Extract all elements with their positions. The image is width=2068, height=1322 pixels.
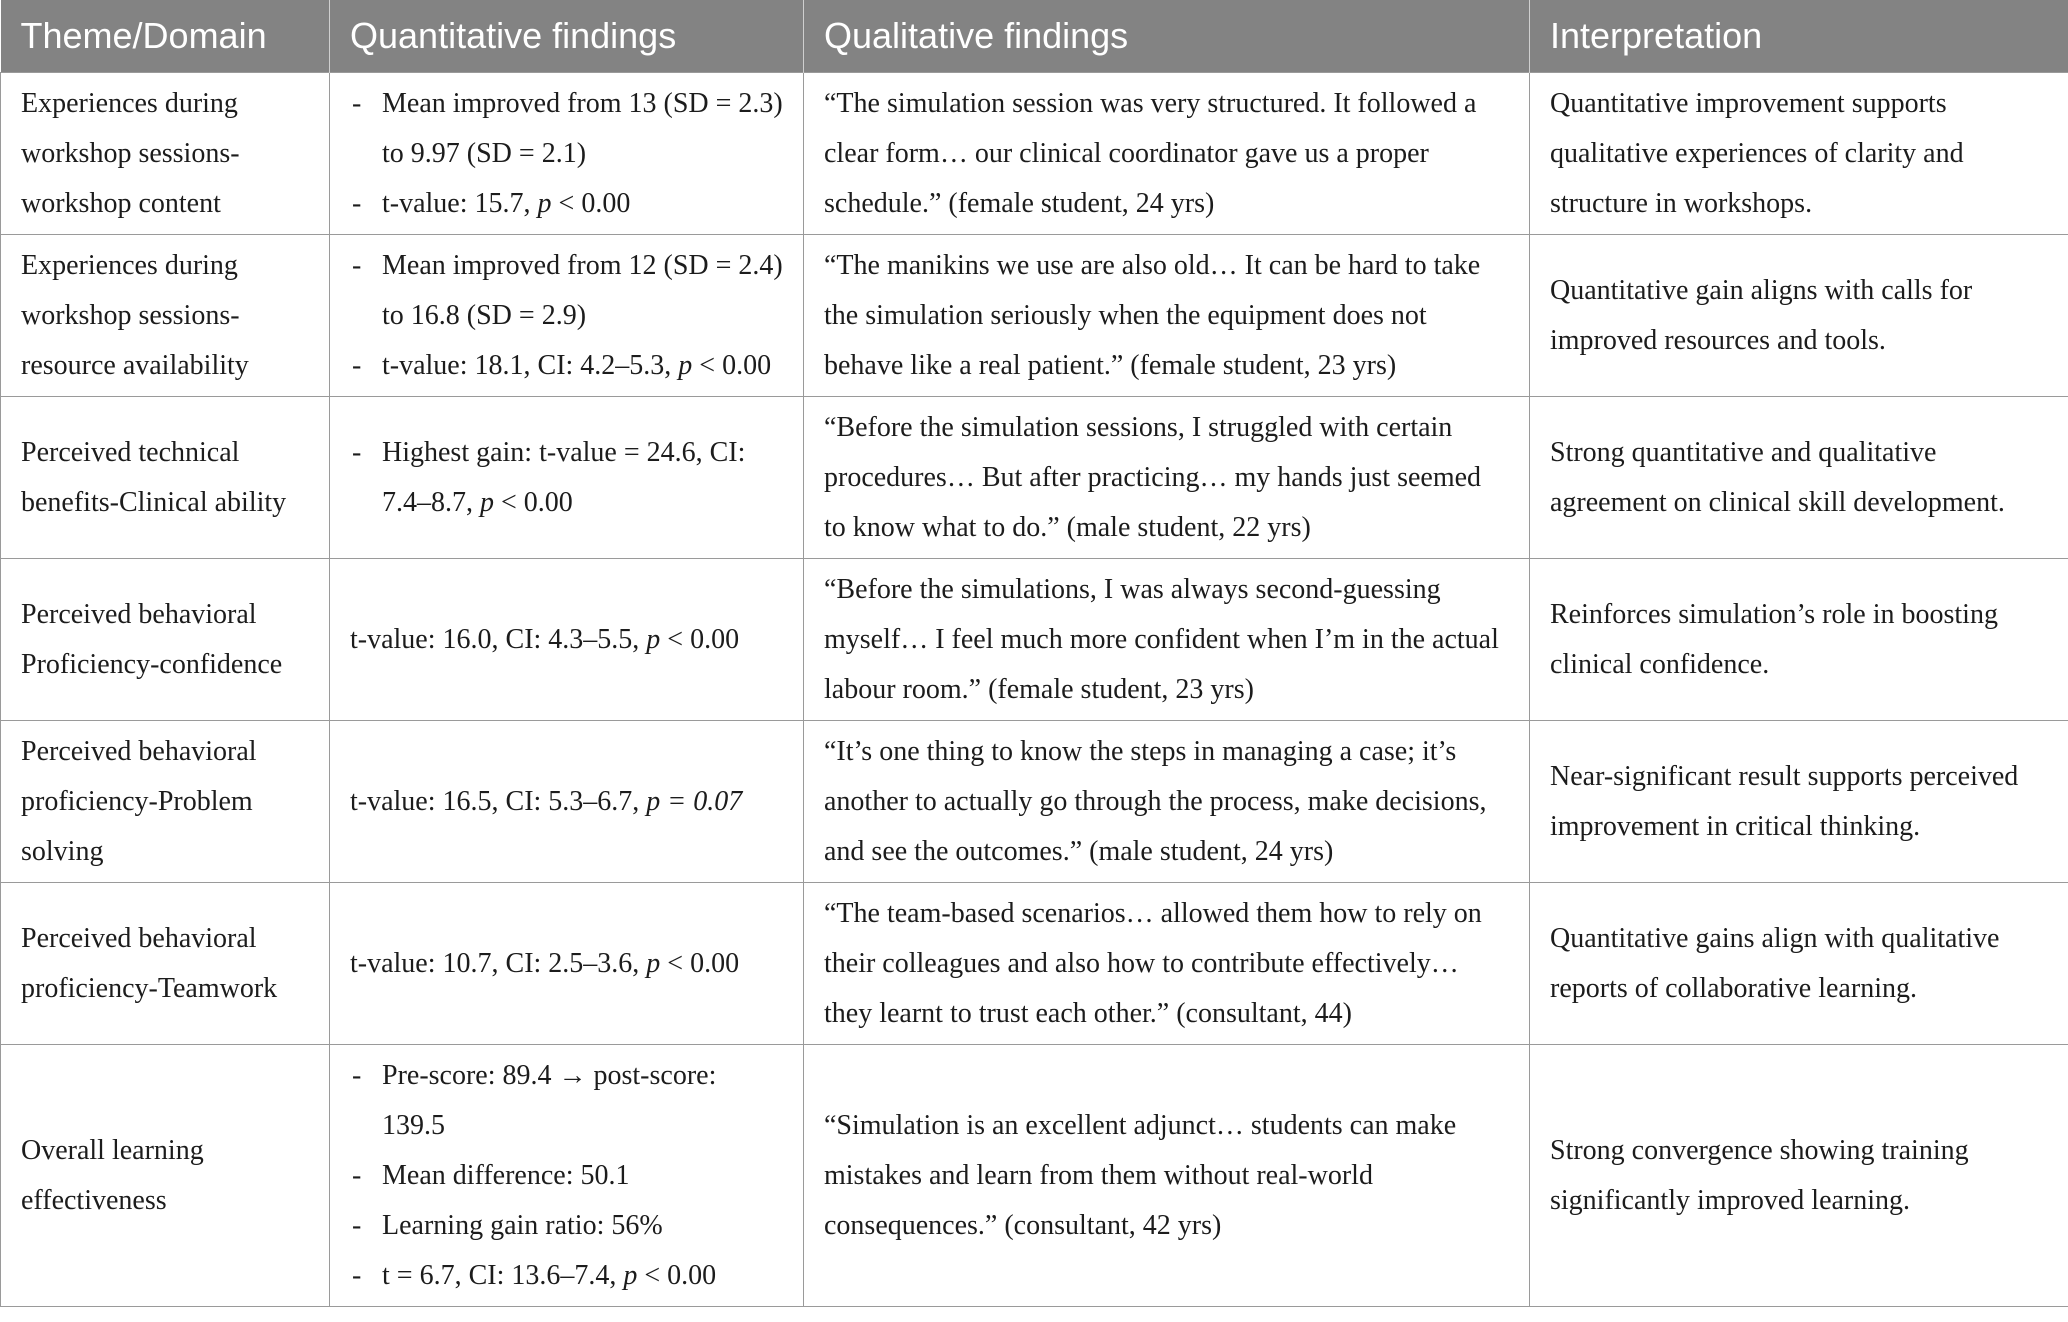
table-row [1,235,2068,397]
interpretation-cell: Quantitative improvement supports qualitative experiences of clarity and structure in workshops. [1530,73,2068,235]
quantitative-cell [330,1045,804,1307]
interpretation-cell: Quantitative gain aligns with calls for improved resources and tools. [1530,235,2068,397]
quantitative-cell [330,235,804,397]
quant-item: - t-value: 18.1, CI: 4.2–5.3, p < 0.00 [350,341,783,391]
interpretation-cell: Quantitative gains align with qualitative reports of collaborative learning. [1530,883,2068,1045]
qualitative-cell: “Before the simulations, I was always second-guessing myself… I feel much more confident when I’m in the actual labour room.” (female student, 23 yrs) [804,559,1530,721]
theme-cell: Perceived behavioral Proficiency-confidence [1,559,330,721]
qualitative-cell: “It’s one thing to know the steps in managing a case; it’s another to actually go through the process, make decisions, and see the outcomes.” (male student, 24 yrs) [804,721,1530,883]
quant-item: - Pre-score: 89.4 → post-score: 139.5 [350,1051,783,1151]
header-interpretation: Interpretation [1530,0,2068,73]
quant-item: - Mean difference: 50.1 [350,1151,783,1201]
qualitative-cell: “The manikins we use are also old… It can be hard to take the simulation seriously when the equipment does not behave like a real patient.” (female student, 23 yrs) [804,235,1530,397]
theme-cell: Experiences during workshop sessions-workshop content [1,73,330,235]
interpretation-cell: Near-significant result supports perceived improvement in critical thinking. [1530,721,2068,883]
quant-item: - Mean improved from 12 (SD = 2.4) to 16.8 (SD = 2.9) [350,241,783,341]
quant-item: - t = 6.7, CI: 13.6–7.4, p < 0.00 [350,1251,783,1301]
table-row [1,73,2068,235]
qualitative-cell: “Simulation is an excellent adjunct… students can make mistakes and learn from them without real-world consequences.” (consultant, 42 yrs) [804,1045,1530,1307]
quant-item: - Mean improved from 13 (SD = 2.3) to 9.97 (SD = 2.1) [350,79,783,179]
quantitative-cell: t-value: 16.0, CI: 4.3–5.5, p < 0.00 [330,559,804,721]
table-row [1,559,2068,721]
theme-cell: Overall learning effectiveness [1,1045,330,1307]
quant-item: - Learning gain ratio: 56% [350,1201,783,1251]
quantitative-cell [330,397,804,559]
table-row [1,721,2068,883]
header-theme: Theme/Domain [1,0,330,73]
quantitative-cell [330,73,804,235]
table-row [1,883,2068,1045]
qualitative-cell: “The team-based scenarios… allowed them how to rely on their colleagues and also how to contribute effectively… they learnt to trust each other.” (consultant, 44) [804,883,1530,1045]
interpretation-cell: Strong convergence showing training significantly improved learning. [1530,1045,2068,1307]
qualitative-cell: “Before the simulation sessions, I struggled with certain procedures… But after practicing… my hands just seemed to know what to do.” (male student, 22 yrs) [804,397,1530,559]
quant-item: - Highest gain: t-value = 24.6, CI: 7.4–8.7, p < 0.00 [350,428,783,528]
theme-cell: Perceived technical benefits-Clinical ability [1,397,330,559]
qualitative-cell: “The simulation session was very structured. It followed a clear form… our clinical coordinator gave us a proper schedule.” (female student, 24 yrs) [804,73,1530,235]
header-quantitative: Quantitative findings [330,0,804,73]
table-row [1,397,2068,559]
header-qualitative: Qualitative findings [804,0,1530,73]
theme-cell: Perceived behavioral proficiency-Teamwork [1,883,330,1045]
theme-cell: Experiences during workshop sessions-resource availability [1,235,330,397]
interpretation-cell: Strong quantitative and qualitative agreement on clinical skill development. [1530,397,2068,559]
quant-item: - t-value: 15.7, p < 0.00 [350,179,783,229]
quantitative-cell: t-value: 10.7, CI: 2.5–3.6, p < 0.00 [330,883,804,1045]
quantitative-cell: t-value: 16.5, CI: 5.3–6.7, p = 0.07 [330,721,804,883]
table-row [1,1045,2068,1307]
interpretation-cell: Reinforces simulation’s role in boosting clinical confidence. [1530,559,2068,721]
header-row [1,0,2068,73]
theme-cell: Perceived behavioral proficiency-Problem solving [1,721,330,883]
